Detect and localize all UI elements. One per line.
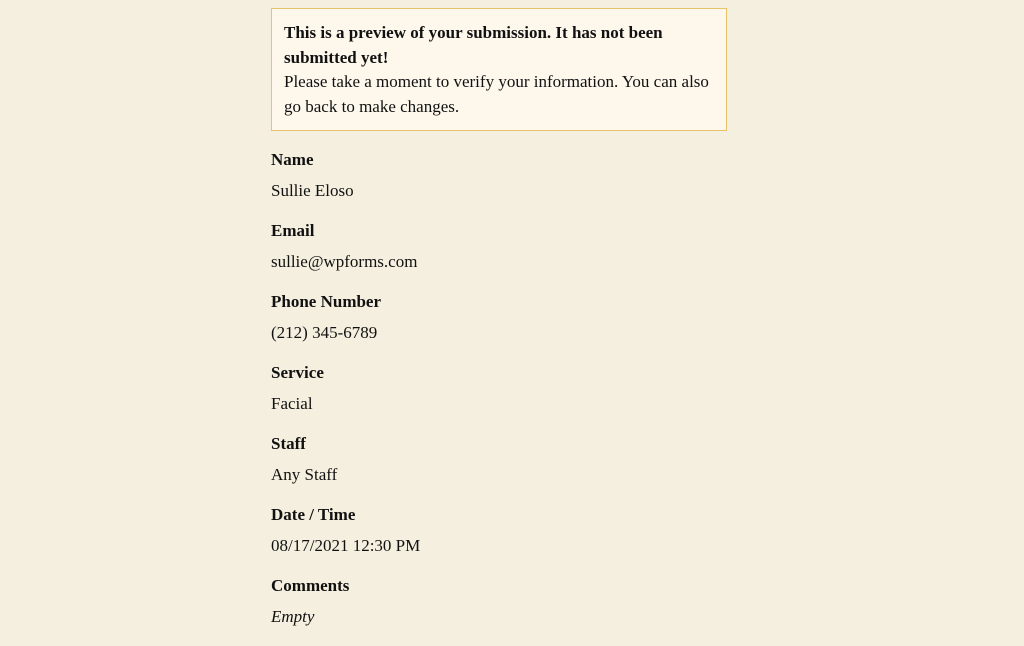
preview-notice-heading: This is a preview of your submission. It has not been submitted yet!	[284, 23, 663, 67]
field-service	[271, 362, 727, 433]
field-value: 08/17/2021 12:30 PM	[271, 536, 421, 555]
field-date-time	[271, 504, 727, 575]
field-value: Any Staff	[271, 465, 338, 484]
field-label: Phone Number	[271, 292, 382, 311]
field-label: Date / Time	[271, 505, 356, 524]
submission-preview	[271, 8, 727, 646]
field-value-empty: Empty	[271, 607, 315, 626]
preview-notice	[271, 8, 727, 131]
field-list	[271, 149, 727, 646]
field-label: Service	[271, 363, 324, 382]
field-label: Email	[271, 221, 315, 240]
field-value: sullie@wpforms.com	[271, 252, 418, 271]
field-label: Staff	[271, 434, 306, 453]
field-label: Comments	[271, 576, 350, 595]
field-value: (212) 345-6789	[271, 323, 378, 342]
field-email	[271, 220, 727, 291]
field-label: Name	[271, 150, 314, 169]
field-name	[271, 149, 727, 220]
field-staff	[271, 433, 727, 504]
field-phone-number	[271, 291, 727, 362]
field-value: Sullie Eloso	[271, 181, 354, 200]
field-value: Facial	[271, 394, 313, 413]
preview-notice-body: Please take a moment to verify your information. You can also go back to make changes.	[284, 72, 709, 116]
field-comments	[271, 575, 727, 646]
